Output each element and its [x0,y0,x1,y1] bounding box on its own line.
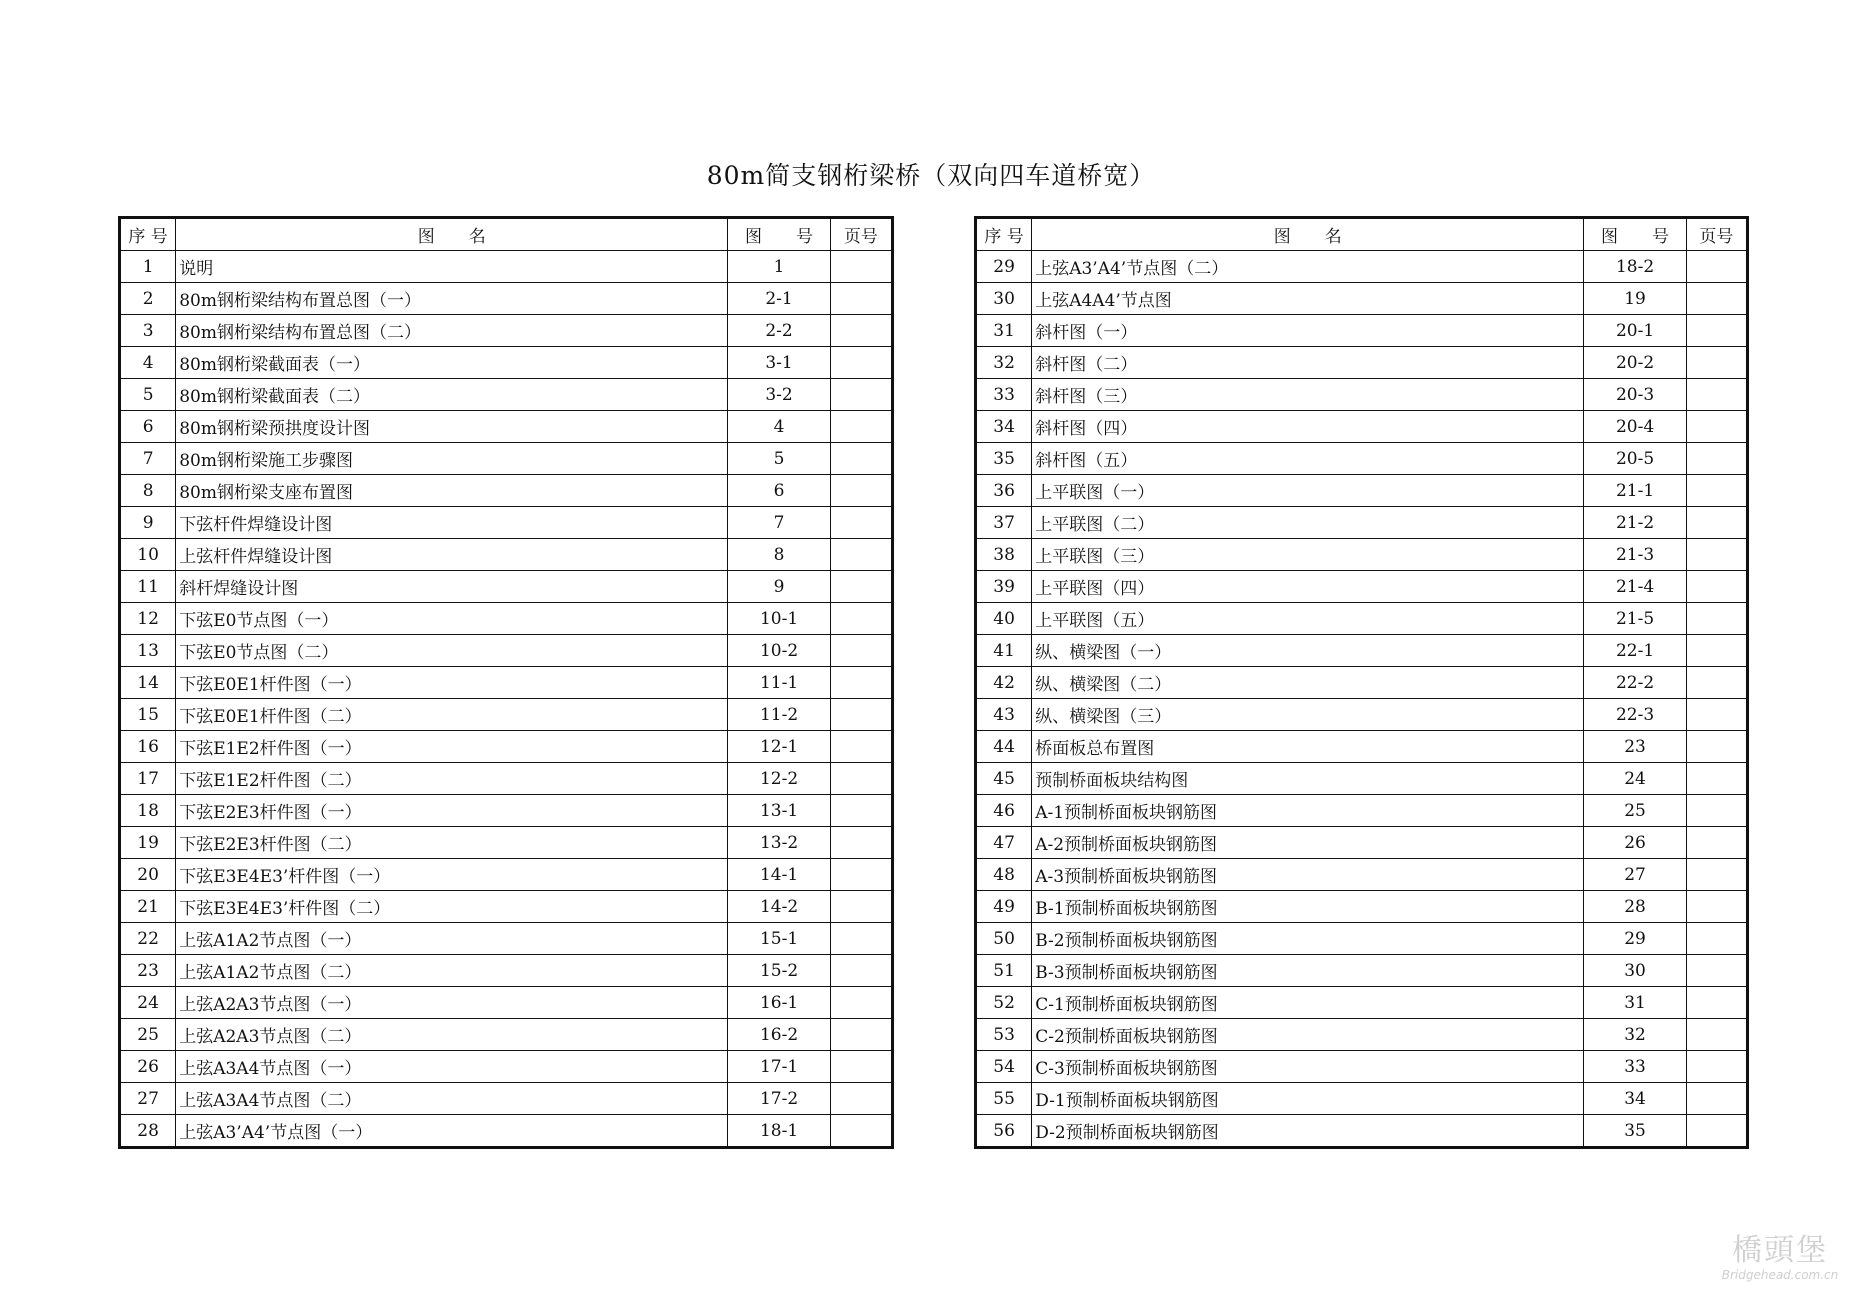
row-drawing-no: 24 [1584,763,1686,795]
row-seq: 1 [120,251,176,283]
row-page-no [830,539,892,571]
row-drawing-no: 11-1 [728,667,830,699]
row-drawing-no: 20-1 [1584,315,1686,347]
row-name: 上弦A3’A4’节点图（一） [176,1115,728,1148]
row-page-no [1686,443,1747,475]
header-drawing-no: 图 号 [728,218,830,251]
row-name: 上弦A2A3节点图（二） [176,1019,728,1051]
table-row [976,443,1748,475]
row-name: 斜杆焊缝设计图 [176,571,728,603]
row-page-no [830,347,892,379]
row-seq: 56 [976,1115,1032,1148]
row-name: 下弦E1E2杆件图（一） [176,731,728,763]
row-drawing-no: 9 [728,571,830,603]
row-page-no [830,763,892,795]
watermark-text: 橋頭堡 [1732,1233,1828,1268]
row-name: 上平联图（一） [1032,475,1584,507]
row-page-no [830,731,892,763]
row-name: 上弦A1A2节点图（二） [176,955,728,987]
row-seq: 41 [976,635,1032,667]
row-drawing-no: 15-1 [728,923,830,955]
row-seq: 33 [976,379,1032,411]
row-seq: 25 [120,1019,176,1051]
table-row [120,955,893,987]
row-seq: 15 [120,699,176,731]
row-drawing-no: 10-2 [728,635,830,667]
row-drawing-no: 27 [1584,859,1686,891]
row-page-no [830,379,892,411]
row-drawing-no: 35 [1584,1115,1686,1148]
row-page-no [1686,347,1747,379]
row-drawing-no: 12-1 [728,731,830,763]
row-seq: 6 [120,411,176,443]
row-page-no [1686,667,1747,699]
row-seq: 22 [120,923,176,955]
row-name: 80m钢桁梁预拱度设计图 [176,411,728,443]
row-name: 斜杆图（一） [1032,315,1584,347]
table-row [976,795,1748,827]
row-page-no [830,283,892,315]
table-row [976,763,1748,795]
row-drawing-no: 20-4 [1584,411,1686,443]
table-row [976,667,1748,699]
row-seq: 11 [120,571,176,603]
row-seq: 23 [120,955,176,987]
row-drawing-no: 23 [1584,731,1686,763]
table-row [120,635,893,667]
row-drawing-no: 30 [1584,955,1686,987]
header-seq: 序 号 [976,218,1032,251]
table-row [976,507,1748,539]
table-row [120,315,893,347]
row-drawing-no: 31 [1584,987,1686,1019]
row-seq: 29 [976,251,1032,283]
row-page-no [1686,539,1747,571]
row-name: 预制桥面板块结构图 [1032,763,1584,795]
row-name: 下弦E2E3杆件图（一） [176,795,728,827]
row-name: 上弦A4A4’节点图 [1032,283,1584,315]
row-seq: 12 [120,603,176,635]
row-page-no [830,891,892,923]
row-name: 斜杆图（五） [1032,443,1584,475]
table-row [976,411,1748,443]
row-page-no [830,795,892,827]
row-drawing-no: 21-2 [1584,507,1686,539]
row-seq: 42 [976,667,1032,699]
row-page-no [1686,699,1747,731]
row-name: 上弦杆件焊缝设计图 [176,539,728,571]
row-page-no [1686,603,1747,635]
row-name: 下弦E1E2杆件图（二） [176,763,728,795]
row-name: 80m钢桁梁结构布置总图（二） [176,315,728,347]
row-seq: 31 [976,315,1032,347]
row-seq: 13 [120,635,176,667]
table-row [976,699,1748,731]
row-name: 下弦E0E1杆件图（一） [176,667,728,699]
row-drawing-no: 16-2 [728,1019,830,1051]
row-page-no [1686,731,1747,763]
row-seq: 26 [120,1051,176,1083]
row-seq: 38 [976,539,1032,571]
row-page-no [830,411,892,443]
row-drawing-no: 32 [1584,1019,1686,1051]
table-row [120,251,893,283]
row-page-no [1686,315,1747,347]
row-name: 80m钢桁梁施工步骤图 [176,443,728,475]
row-name: 桥面板总布置图 [1032,731,1584,763]
row-page-no [830,1115,892,1148]
row-seq: 16 [120,731,176,763]
table-row [120,1051,893,1083]
table-row [120,923,893,955]
row-page-no [830,443,892,475]
table-row [976,315,1748,347]
row-page-no [1686,827,1747,859]
row-name: 纵、横梁图（二） [1032,667,1584,699]
row-name: 下弦E3E4E3’杆件图（一） [176,859,728,891]
row-seq: 21 [120,891,176,923]
row-drawing-no: 15-2 [728,955,830,987]
row-name: 下弦E0节点图（二） [176,635,728,667]
row-drawing-no: 20-2 [1584,347,1686,379]
row-name: C-3预制桥面板块钢筋图 [1032,1051,1584,1083]
row-page-no [830,1019,892,1051]
row-seq: 53 [976,1019,1032,1051]
table-row [120,603,893,635]
row-page-no [830,315,892,347]
row-name: B-1预制桥面板块钢筋图 [1032,891,1584,923]
row-seq: 5 [120,379,176,411]
row-page-no [1686,635,1747,667]
row-drawing-no: 20-5 [1584,443,1686,475]
row-name: D-1预制桥面板块钢筋图 [1032,1083,1584,1115]
table-row [120,667,893,699]
table-row [976,379,1748,411]
row-seq: 30 [976,283,1032,315]
row-seq: 54 [976,1051,1032,1083]
table-row [976,603,1748,635]
row-name: A-2预制桥面板块钢筋图 [1032,827,1584,859]
row-drawing-no: 6 [728,475,830,507]
table-row [120,443,893,475]
table-row [120,347,893,379]
row-page-no [1686,283,1747,315]
row-drawing-no: 3-2 [728,379,830,411]
row-name: 上平联图（五） [1032,603,1584,635]
row-page-no [1686,1083,1747,1115]
row-seq: 52 [976,987,1032,1019]
row-page-no [1686,763,1747,795]
table-header-row [120,218,893,251]
row-drawing-no: 4 [728,411,830,443]
table-row [120,411,893,443]
row-seq: 34 [976,411,1032,443]
row-seq: 43 [976,699,1032,731]
row-seq: 36 [976,475,1032,507]
table-row [976,987,1748,1019]
table-row [976,635,1748,667]
row-seq: 44 [976,731,1032,763]
row-drawing-no: 17-1 [728,1051,830,1083]
row-name: A-1预制桥面板块钢筋图 [1032,795,1584,827]
table-row [976,827,1748,859]
row-drawing-no: 21-1 [1584,475,1686,507]
row-drawing-no: 17-2 [728,1083,830,1115]
row-page-no [1686,251,1747,283]
drawing-index-table-right [974,216,1749,1149]
row-page-no [1686,475,1747,507]
row-page-no [1686,379,1747,411]
row-page-no [830,507,892,539]
row-seq: 3 [120,315,176,347]
table-row [120,475,893,507]
row-name: 80m钢桁梁支座布置图 [176,475,728,507]
row-page-no [830,571,892,603]
row-seq: 50 [976,923,1032,955]
row-drawing-no: 20-3 [1584,379,1686,411]
table-row [120,763,893,795]
table-row [976,731,1748,763]
row-drawing-no: 34 [1584,1083,1686,1115]
row-name: 下弦E0E1杆件图（二） [176,699,728,731]
table-row [120,827,893,859]
row-drawing-no: 1 [728,251,830,283]
row-page-no [830,699,892,731]
row-seq: 55 [976,1083,1032,1115]
table-row [976,347,1748,379]
row-name: C-2预制桥面板块钢筋图 [1032,1019,1584,1051]
row-seq: 45 [976,763,1032,795]
row-name: D-2预制桥面板块钢筋图 [1032,1115,1584,1148]
table-row [976,1115,1748,1148]
row-name: 斜杆图（三） [1032,379,1584,411]
row-seq: 18 [120,795,176,827]
row-drawing-no: 16-1 [728,987,830,1019]
row-name: 上弦A3A4节点图（一） [176,1051,728,1083]
row-name: 上弦A3’A4’节点图（二） [1032,251,1584,283]
row-seq: 8 [120,475,176,507]
header-page-no: 页号 [1686,218,1747,251]
row-name: 纵、横梁图（三） [1032,699,1584,731]
row-drawing-no: 29 [1584,923,1686,955]
document-title: 80m简支钢桁梁桥（双向四车道桥宽） [706,161,1156,190]
table-row [976,1083,1748,1115]
row-page-no [1686,1019,1747,1051]
row-drawing-no: 2-2 [728,315,830,347]
row-drawing-no: 18-1 [728,1115,830,1148]
row-seq: 46 [976,795,1032,827]
table-row [120,539,893,571]
header-seq: 序 号 [120,218,176,251]
row-drawing-no: 14-2 [728,891,830,923]
table-row [120,571,893,603]
header-drawing-no: 图 号 [1584,218,1686,251]
table-row [976,955,1748,987]
row-drawing-no: 21-4 [1584,571,1686,603]
table-row [120,891,893,923]
row-page-no [1686,955,1747,987]
row-name: 上弦A2A3节点图（一） [176,987,728,1019]
row-drawing-no: 33 [1584,1051,1686,1083]
row-name: 上平联图（三） [1032,539,1584,571]
row-seq: 24 [120,987,176,1019]
row-seq: 37 [976,507,1032,539]
table-row [976,923,1748,955]
row-seq: 17 [120,763,176,795]
header-page-no: 页号 [830,218,892,251]
row-page-no [830,1083,892,1115]
row-name: C-1预制桥面板块钢筋图 [1032,987,1584,1019]
row-seq: 7 [120,443,176,475]
header-name: 图 名 [176,218,728,251]
row-seq: 27 [120,1083,176,1115]
row-drawing-no: 2-1 [728,283,830,315]
row-page-no [1686,411,1747,443]
row-page-no [1686,923,1747,955]
row-drawing-no: 13-2 [728,827,830,859]
header-name: 图 名 [1032,218,1584,251]
row-name: 80m钢桁梁结构布置总图（一） [176,283,728,315]
table-row [120,283,893,315]
table-row [976,539,1748,571]
watermark-logo [1720,1234,1840,1282]
table-header-row [976,218,1748,251]
row-drawing-no: 22-3 [1584,699,1686,731]
table-row [976,571,1748,603]
row-drawing-no: 21-5 [1584,603,1686,635]
table-row [120,795,893,827]
row-seq: 2 [120,283,176,315]
row-name: 下弦E3E4E3’杆件图（二） [176,891,728,923]
row-page-no [830,827,892,859]
row-page-no [1686,859,1747,891]
row-seq: 28 [120,1115,176,1148]
row-drawing-no: 10-1 [728,603,830,635]
table-row [120,379,893,411]
row-drawing-no: 12-2 [728,763,830,795]
row-drawing-no: 14-1 [728,859,830,891]
row-page-no [1686,571,1747,603]
row-name: 下弦E2E3杆件图（二） [176,827,728,859]
row-page-no [830,475,892,507]
row-seq: 9 [120,507,176,539]
row-drawing-no: 22-2 [1584,667,1686,699]
row-seq: 35 [976,443,1032,475]
row-drawing-no: 22-1 [1584,635,1686,667]
row-seq: 51 [976,955,1032,987]
row-seq: 10 [120,539,176,571]
table-row [976,859,1748,891]
table-row [120,859,893,891]
row-page-no [830,923,892,955]
row-page-no [830,251,892,283]
table-row [976,891,1748,923]
row-name: 斜杆图（二） [1032,347,1584,379]
row-page-no [1686,987,1747,1019]
row-drawing-no: 28 [1584,891,1686,923]
row-page-no [830,1051,892,1083]
row-seq: 14 [120,667,176,699]
table-row [976,1019,1748,1051]
row-name: 上弦A1A2节点图（一） [176,923,728,955]
row-seq: 39 [976,571,1032,603]
row-name: 说明 [176,251,728,283]
row-seq: 4 [120,347,176,379]
table-row [120,1083,893,1115]
table-row [120,1115,893,1148]
row-name: 上平联图（二） [1032,507,1584,539]
row-name: 上弦A3A4节点图（二） [176,1083,728,1115]
row-page-no [830,667,892,699]
row-drawing-no: 18-2 [1584,251,1686,283]
table-row [976,475,1748,507]
table-row [120,699,893,731]
row-drawing-no: 21-3 [1584,539,1686,571]
row-seq: 48 [976,859,1032,891]
drawing-index-table-left [118,216,894,1149]
table-row [120,507,893,539]
row-page-no [1686,795,1747,827]
row-drawing-no: 8 [728,539,830,571]
row-page-no [830,987,892,1019]
row-name: 纵、横梁图（一） [1032,635,1584,667]
table-row [120,1019,893,1051]
row-name: B-2预制桥面板块钢筋图 [1032,923,1584,955]
row-drawing-no: 5 [728,443,830,475]
row-page-no [830,603,892,635]
table-row [976,283,1748,315]
row-page-no [830,635,892,667]
row-seq: 19 [120,827,176,859]
row-drawing-no: 26 [1584,827,1686,859]
row-drawing-no: 3-1 [728,347,830,379]
row-name: B-3预制桥面板块钢筋图 [1032,955,1584,987]
row-page-no [1686,1115,1747,1148]
row-seq: 40 [976,603,1032,635]
row-seq: 47 [976,827,1032,859]
row-page-no [830,955,892,987]
row-name: 下弦杆件焊缝设计图 [176,507,728,539]
row-name: A-3预制桥面板块钢筋图 [1032,859,1584,891]
table-row [120,731,893,763]
watermark-url: Bridgehead.com.cn [1721,1268,1839,1282]
row-name: 80m钢桁梁截面表（二） [176,379,728,411]
row-drawing-no: 13-1 [728,795,830,827]
row-name: 斜杆图（四） [1032,411,1584,443]
row-page-no [1686,507,1747,539]
row-name: 80m钢桁梁截面表（一） [176,347,728,379]
row-drawing-no: 19 [1584,283,1686,315]
row-name: 下弦E0节点图（一） [176,603,728,635]
table-row [976,1051,1748,1083]
table-row [976,251,1748,283]
row-drawing-no: 11-2 [728,699,830,731]
row-seq: 49 [976,891,1032,923]
row-name: 上平联图（四） [1032,571,1584,603]
row-drawing-no: 7 [728,507,830,539]
row-page-no [830,859,892,891]
row-page-no [1686,1051,1747,1083]
row-seq: 32 [976,347,1032,379]
row-drawing-no: 25 [1584,795,1686,827]
table-row [120,987,893,1019]
row-seq: 20 [120,859,176,891]
row-page-no [1686,891,1747,923]
